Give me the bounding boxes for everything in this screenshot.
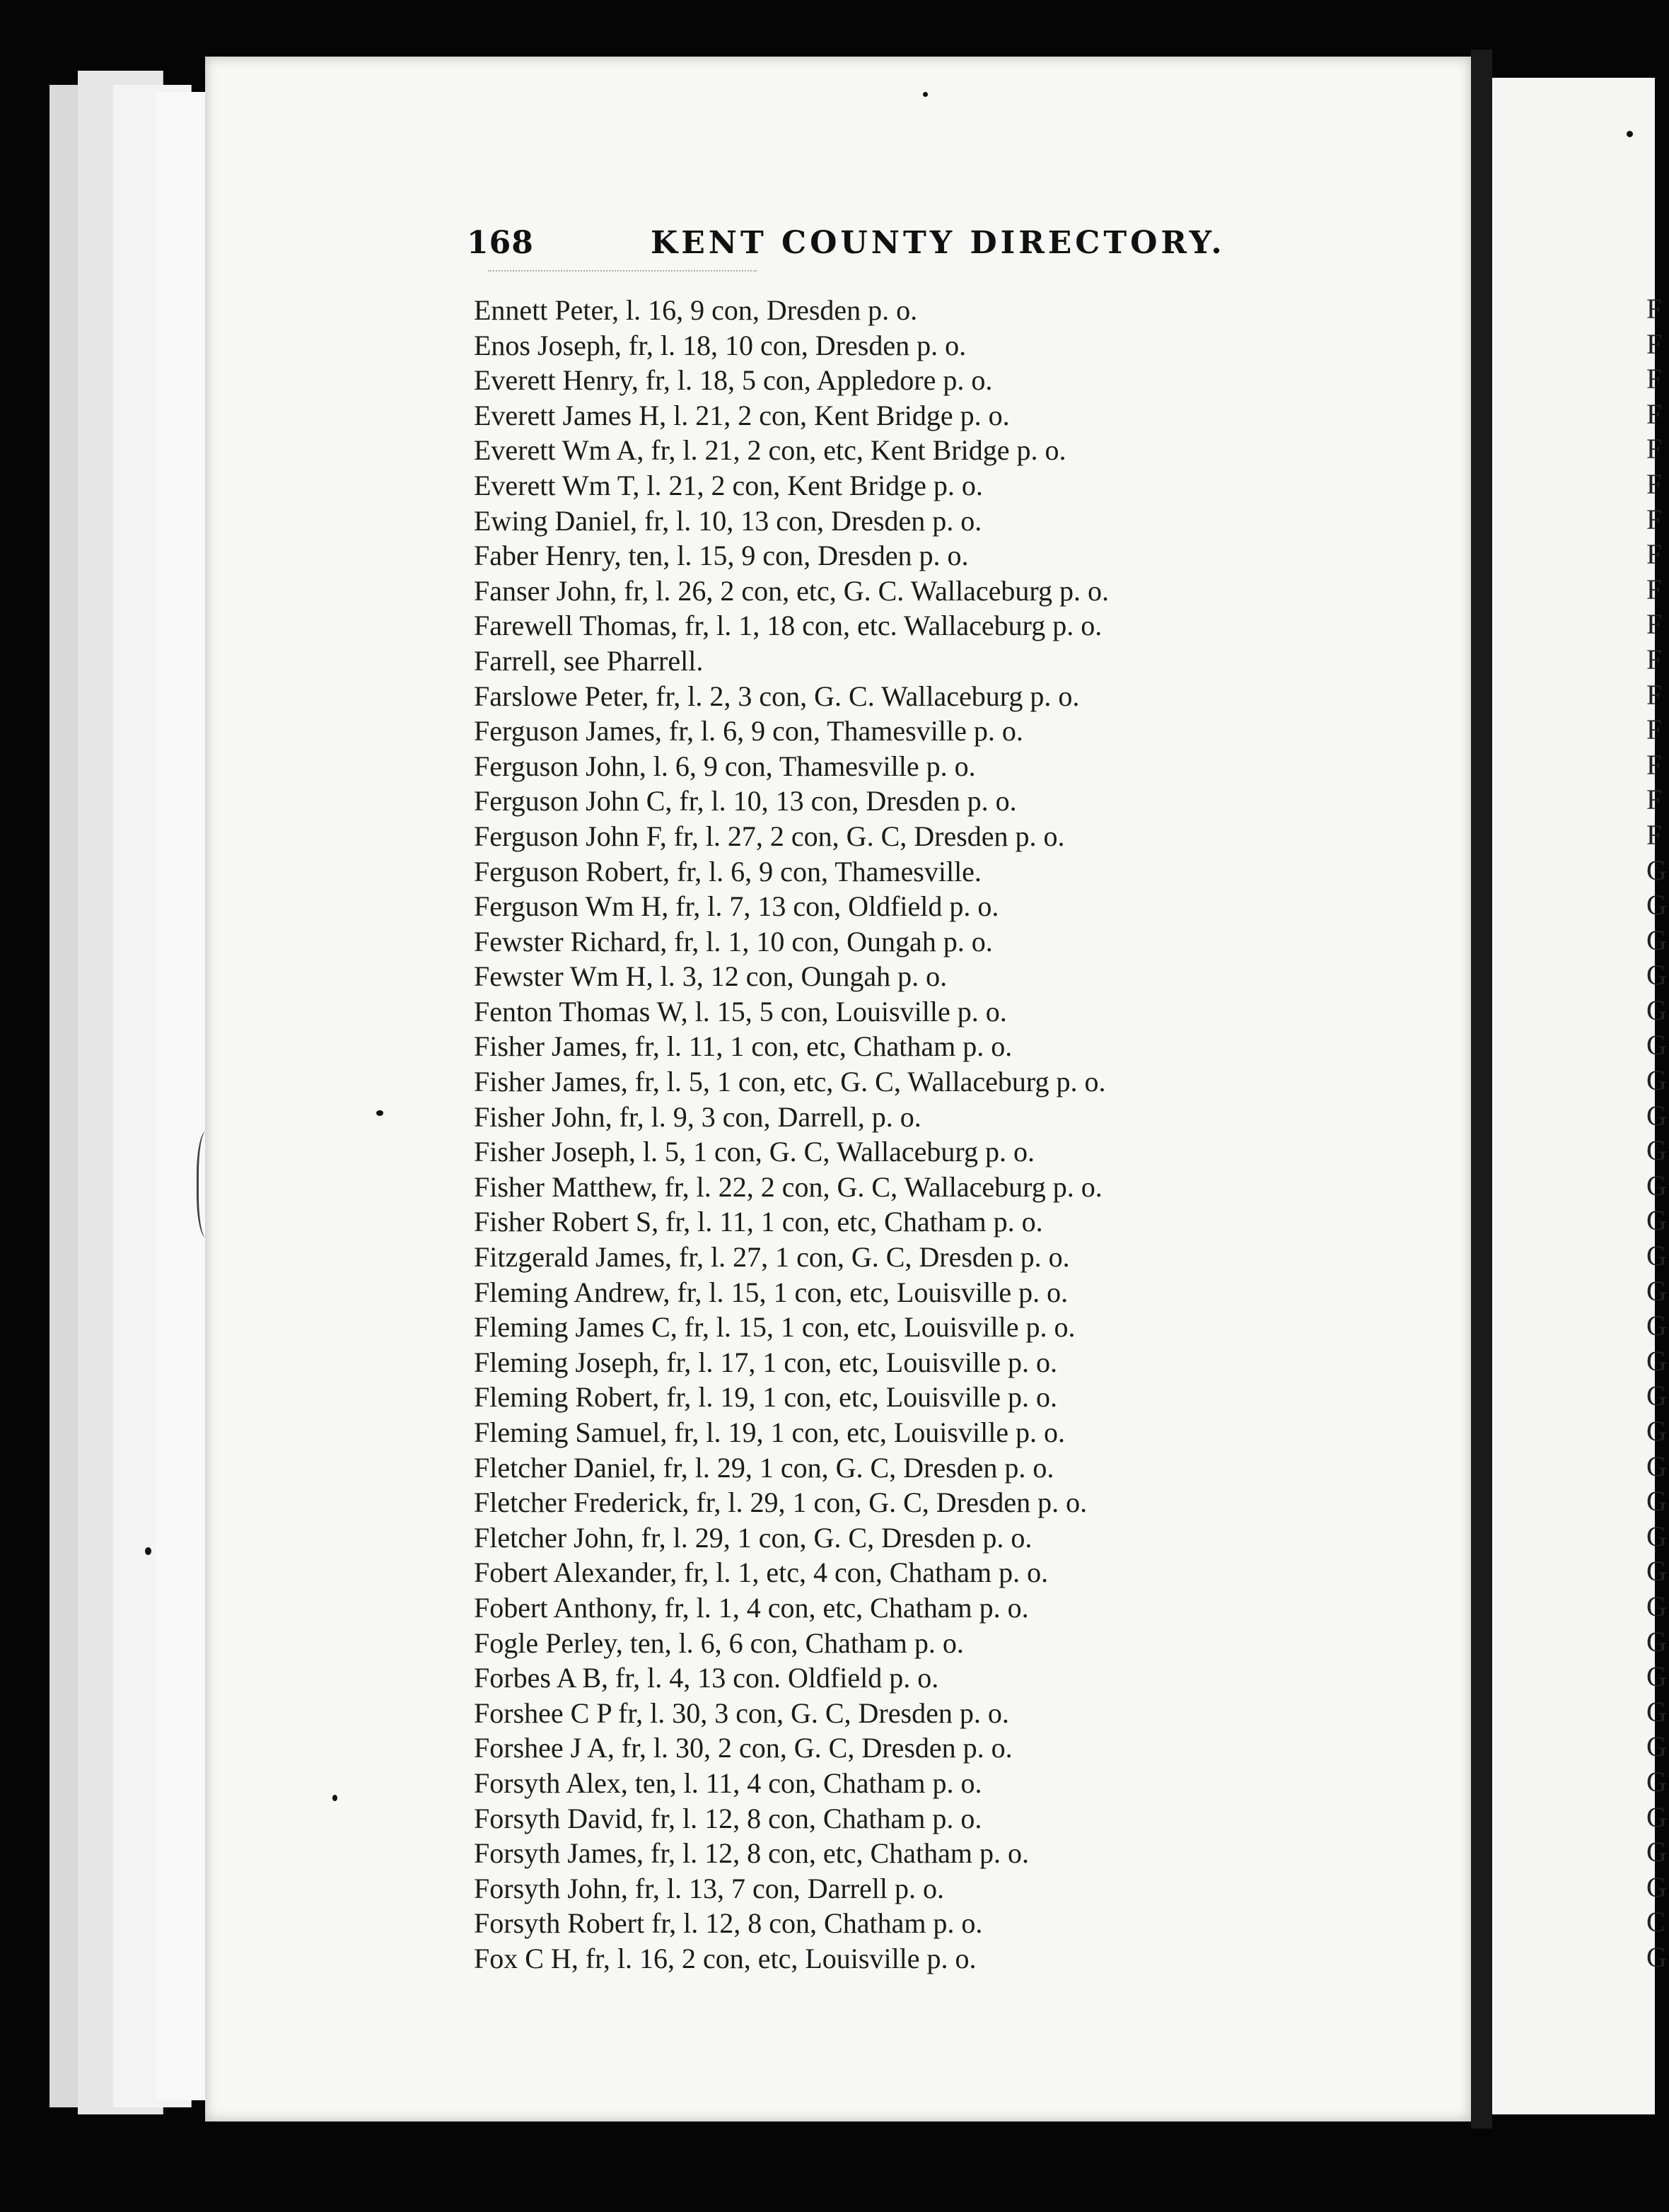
scan-speck	[923, 92, 928, 97]
directory-entry: Everett Wm A, fr, l. 21, 2 con, etc, Kent Bridge p. o.	[474, 434, 1066, 467]
facing-page-letter: G	[1646, 1415, 1667, 1447]
directory-entry: Ferguson James, fr, l. 6, 9 con, Thamesville p. o.	[474, 715, 1023, 747]
facing-page-letter: G	[1646, 1940, 1667, 1973]
page-edge	[156, 92, 213, 2100]
directory-entry: Fleming Samuel, fr, l. 19, 1 con, etc, Louisville p. o.	[474, 1416, 1066, 1448]
facing-page-letter: F	[1646, 714, 1663, 746]
margin-mark	[197, 1131, 220, 1238]
scan-speck	[332, 1795, 337, 1801]
facing-page-letter: G	[1646, 1555, 1667, 1588]
facing-page-letter: G	[1646, 1134, 1667, 1167]
directory-entry: Ennett Peter, l. 16, 9 con, Dresden p. o.	[474, 294, 918, 326]
page-number: 168	[467, 225, 534, 261]
facing-page-letter: G	[1646, 1274, 1667, 1307]
directory-entry: Fogle Perley, ten, l. 6, 6 con, Chatham p. o.	[474, 1626, 964, 1659]
facing-page	[1492, 78, 1655, 2114]
facing-page-letter: G	[1646, 1730, 1667, 1763]
facing-page-letter: F	[1646, 293, 1663, 325]
directory-entry: Fisher James, fr, l. 11, 1 con, etc, Chatham p. o.	[474, 1030, 1013, 1063]
facing-page-letter: G	[1646, 1310, 1667, 1342]
facing-page-letter: F	[1646, 608, 1663, 641]
directory-entry: Farrell, see Pharrell.	[474, 644, 704, 677]
directory-entry: Fitzgerald James, fr, l. 27, 1 con, G. C, Dresden p. o.	[474, 1241, 1070, 1274]
directory-entry: Fisher James, fr, l. 5, 1 con, etc, G. C, Wallaceburg p. o.	[474, 1066, 1106, 1098]
facing-page-letter: F	[1646, 397, 1663, 430]
directory-entry: Everett James H, l. 21, 2 con, Kent Bridge p. o.	[474, 399, 1010, 431]
facing-page-letters	[1646, 291, 1669, 1975]
facing-page-letter: G	[1646, 1344, 1667, 1377]
facing-page-letter: F	[1646, 467, 1663, 500]
directory-entry: Fenton Thomas W, l. 15, 5 con, Louisville p. o.	[474, 995, 1007, 1028]
facing-page-letter: F	[1646, 538, 1663, 571]
facing-page-letter: G	[1646, 959, 1667, 991]
directory-entry: Ferguson John C, fr, l. 10, 13 con, Dresden p. o.	[474, 785, 1017, 817]
facing-page-letter: G	[1646, 1520, 1667, 1552]
facing-page-letter: G	[1646, 1800, 1667, 1833]
directory-entry: Ferguson John F, fr, l. 27, 2 con, G. C, Dresden p. o.	[474, 820, 1065, 852]
facing-page-letter: F	[1646, 327, 1663, 360]
facing-page-letter: G	[1646, 1029, 1667, 1061]
facing-page-letter: F	[1646, 643, 1663, 675]
facing-page-letter: G	[1646, 889, 1667, 921]
facing-page-letter: G	[1646, 924, 1667, 956]
scan-speck	[376, 1110, 383, 1116]
facing-page-letter: G	[1646, 1590, 1667, 1622]
facing-page-letter: F	[1646, 363, 1663, 395]
directory-entry: Everett Henry, fr, l. 18, 5 con, Appledore p. o.	[474, 364, 993, 397]
facing-page-letter: G	[1646, 1485, 1667, 1518]
book-spine	[1471, 50, 1492, 2129]
directory-entry-list	[474, 293, 1436, 1977]
directory-entry: Fleming Robert, fr, l. 19, 1 con, etc, Louisville p. o.	[474, 1381, 1057, 1414]
directory-entry: Fleming Andrew, fr, l. 15, 1 con, etc, Louisville p. o.	[474, 1276, 1069, 1308]
facing-page-letter: G	[1646, 1099, 1667, 1131]
facing-page-letter: G	[1646, 1169, 1667, 1201]
header-divider	[488, 270, 757, 272]
directory-entry: Fanser John, fr, l. 26, 2 con, etc, G. C. Wallaceburg p. o.	[474, 574, 1109, 607]
directory-entry: Farewell Thomas, fr, l. 1, 18 con, etc. Wallaceburg p. o.	[474, 610, 1103, 642]
directory-entry: Forsyth Alex, ten, l. 11, 4 con, Chatham p. o.	[474, 1766, 982, 1799]
directory-entry: Fisher Matthew, fr, l. 22, 2 con, G. C, Wallaceburg p. o.	[474, 1170, 1103, 1203]
facing-page-letter: G	[1646, 1660, 1667, 1693]
directory-entry: Fleming James C, fr, l. 15, 1 con, etc, Louisville p. o.	[474, 1311, 1076, 1344]
directory-entry: Fisher Robert S, fr, l. 11, 1 con, etc, Chatham p. o.	[474, 1206, 1043, 1238]
facing-page-letter: G	[1646, 1380, 1667, 1412]
directory-entry: Ferguson Wm H, fr, l. 7, 13 con, Oldfield p. o.	[474, 890, 999, 923]
directory-entry: Faber Henry, ten, l. 15, 9 con, Dresden p. o.	[474, 540, 969, 572]
directory-entry: Forshee J A, fr, l. 30, 2 con, G. C, Dresden p. o.	[474, 1732, 1013, 1764]
facing-page-letter: G	[1646, 1695, 1667, 1728]
directory-entry: Fisher Joseph, l. 5, 1 con, G. C, Wallaceburg p. o.	[474, 1136, 1035, 1168]
facing-page-letter: G	[1646, 1836, 1667, 1868]
page-header	[467, 225, 1259, 267]
directory-entry: Ferguson John, l. 6, 9 con, Thamesville p. o.	[474, 750, 976, 782]
facing-page-letter: G	[1646, 1450, 1667, 1482]
facing-page-letter: G	[1646, 854, 1667, 886]
directory-entry: Forsyth David, fr, l. 12, 8 con, Chatham p. o.	[474, 1802, 982, 1834]
facing-page-letter: G	[1646, 1765, 1667, 1798]
directory-entry: Fobert Anthony, fr, l. 1, 4 con, etc, Chatham p. o.	[474, 1591, 1029, 1624]
directory-entry: Fleming Joseph, fr, l. 17, 1 con, etc, Louisville p. o.	[474, 1346, 1057, 1378]
running-title: KENT COUNTY DIRECTORY.	[651, 225, 1226, 261]
scan-speck	[145, 1547, 151, 1555]
directory-entry: Fletcher Daniel, fr, l. 29, 1 con, G. C, Dresden p. o.	[474, 1451, 1054, 1484]
facing-page-letter: G	[1646, 1625, 1667, 1658]
directory-entry: Enos Joseph, fr, l. 18, 10 con, Dresden p. o.	[474, 329, 967, 361]
directory-entry: Ewing Daniel, fr, l. 10, 13 con, Dresden p. o.	[474, 504, 982, 537]
facing-page-letter: F	[1646, 748, 1663, 781]
directory-entry: Forsyth James, fr, l. 12, 8 con, etc, Chatham p. o.	[474, 1837, 1029, 1870]
directory-entry: Forsyth John, fr, l. 13, 7 con, Darrell p. o.	[474, 1872, 944, 1904]
facing-page-letter: F	[1646, 818, 1663, 851]
facing-page-letter: F	[1646, 573, 1663, 605]
directory-entry: Ferguson Robert, fr, l. 6, 9 con, Thamesville.	[474, 855, 982, 887]
directory-entry: Forbes A B, fr, l. 4, 13 con. Oldfield p. o.	[474, 1662, 939, 1694]
facing-page-letter: F	[1646, 433, 1663, 465]
directory-entry: Fox C H, fr, l. 16, 2 con, etc, Louisville p. o.	[474, 1942, 977, 1974]
directory-entry: Farslowe Peter, fr, l. 2, 3 con, G. C. Wallaceburg p. o.	[474, 680, 1080, 712]
directory-entry: Everett Wm T, l. 21, 2 con, Kent Bridge p. o.	[474, 469, 983, 501]
facing-page-letter: G	[1646, 1064, 1667, 1097]
directory-entry: Fobert Alexander, fr, l. 1, etc, 4 con, Chatham p. o.	[474, 1556, 1049, 1589]
facing-page-letter: F	[1646, 503, 1663, 535]
scan-speck	[1627, 131, 1633, 137]
directory-entry: Fewster Wm H, l. 3, 12 con, Oungah p. o.	[474, 960, 948, 993]
facing-page-letter: G	[1646, 1204, 1667, 1237]
directory-entry: Fletcher John, fr, l. 29, 1 con, G. C, Dresden p. o.	[474, 1521, 1033, 1554]
directory-entry: Forsyth Robert fr, l. 12, 8 con, Chatham p. o.	[474, 1907, 983, 1940]
facing-page-letter: C	[1646, 1906, 1665, 1938]
facing-page-letter: G	[1646, 1870, 1667, 1903]
directory-entry: Fewster Richard, fr, l. 1, 10 con, Oungah p. o.	[474, 925, 993, 957]
directory-entry: Fletcher Frederick, fr, l. 29, 1 con, G. C, Dresden p. o.	[474, 1486, 1088, 1519]
directory-entry: Fisher John, fr, l. 9, 3 con, Darrell, p. o.	[474, 1100, 921, 1133]
directory-entry: Forshee C P fr, l. 30, 3 con, G. C, Dresden p. o.	[474, 1696, 1009, 1729]
facing-page-letter: F	[1646, 784, 1663, 816]
facing-page-letter: G	[1646, 1240, 1667, 1272]
facing-page-letter: F	[1646, 678, 1663, 711]
facing-page-letter: G	[1646, 994, 1667, 1026]
